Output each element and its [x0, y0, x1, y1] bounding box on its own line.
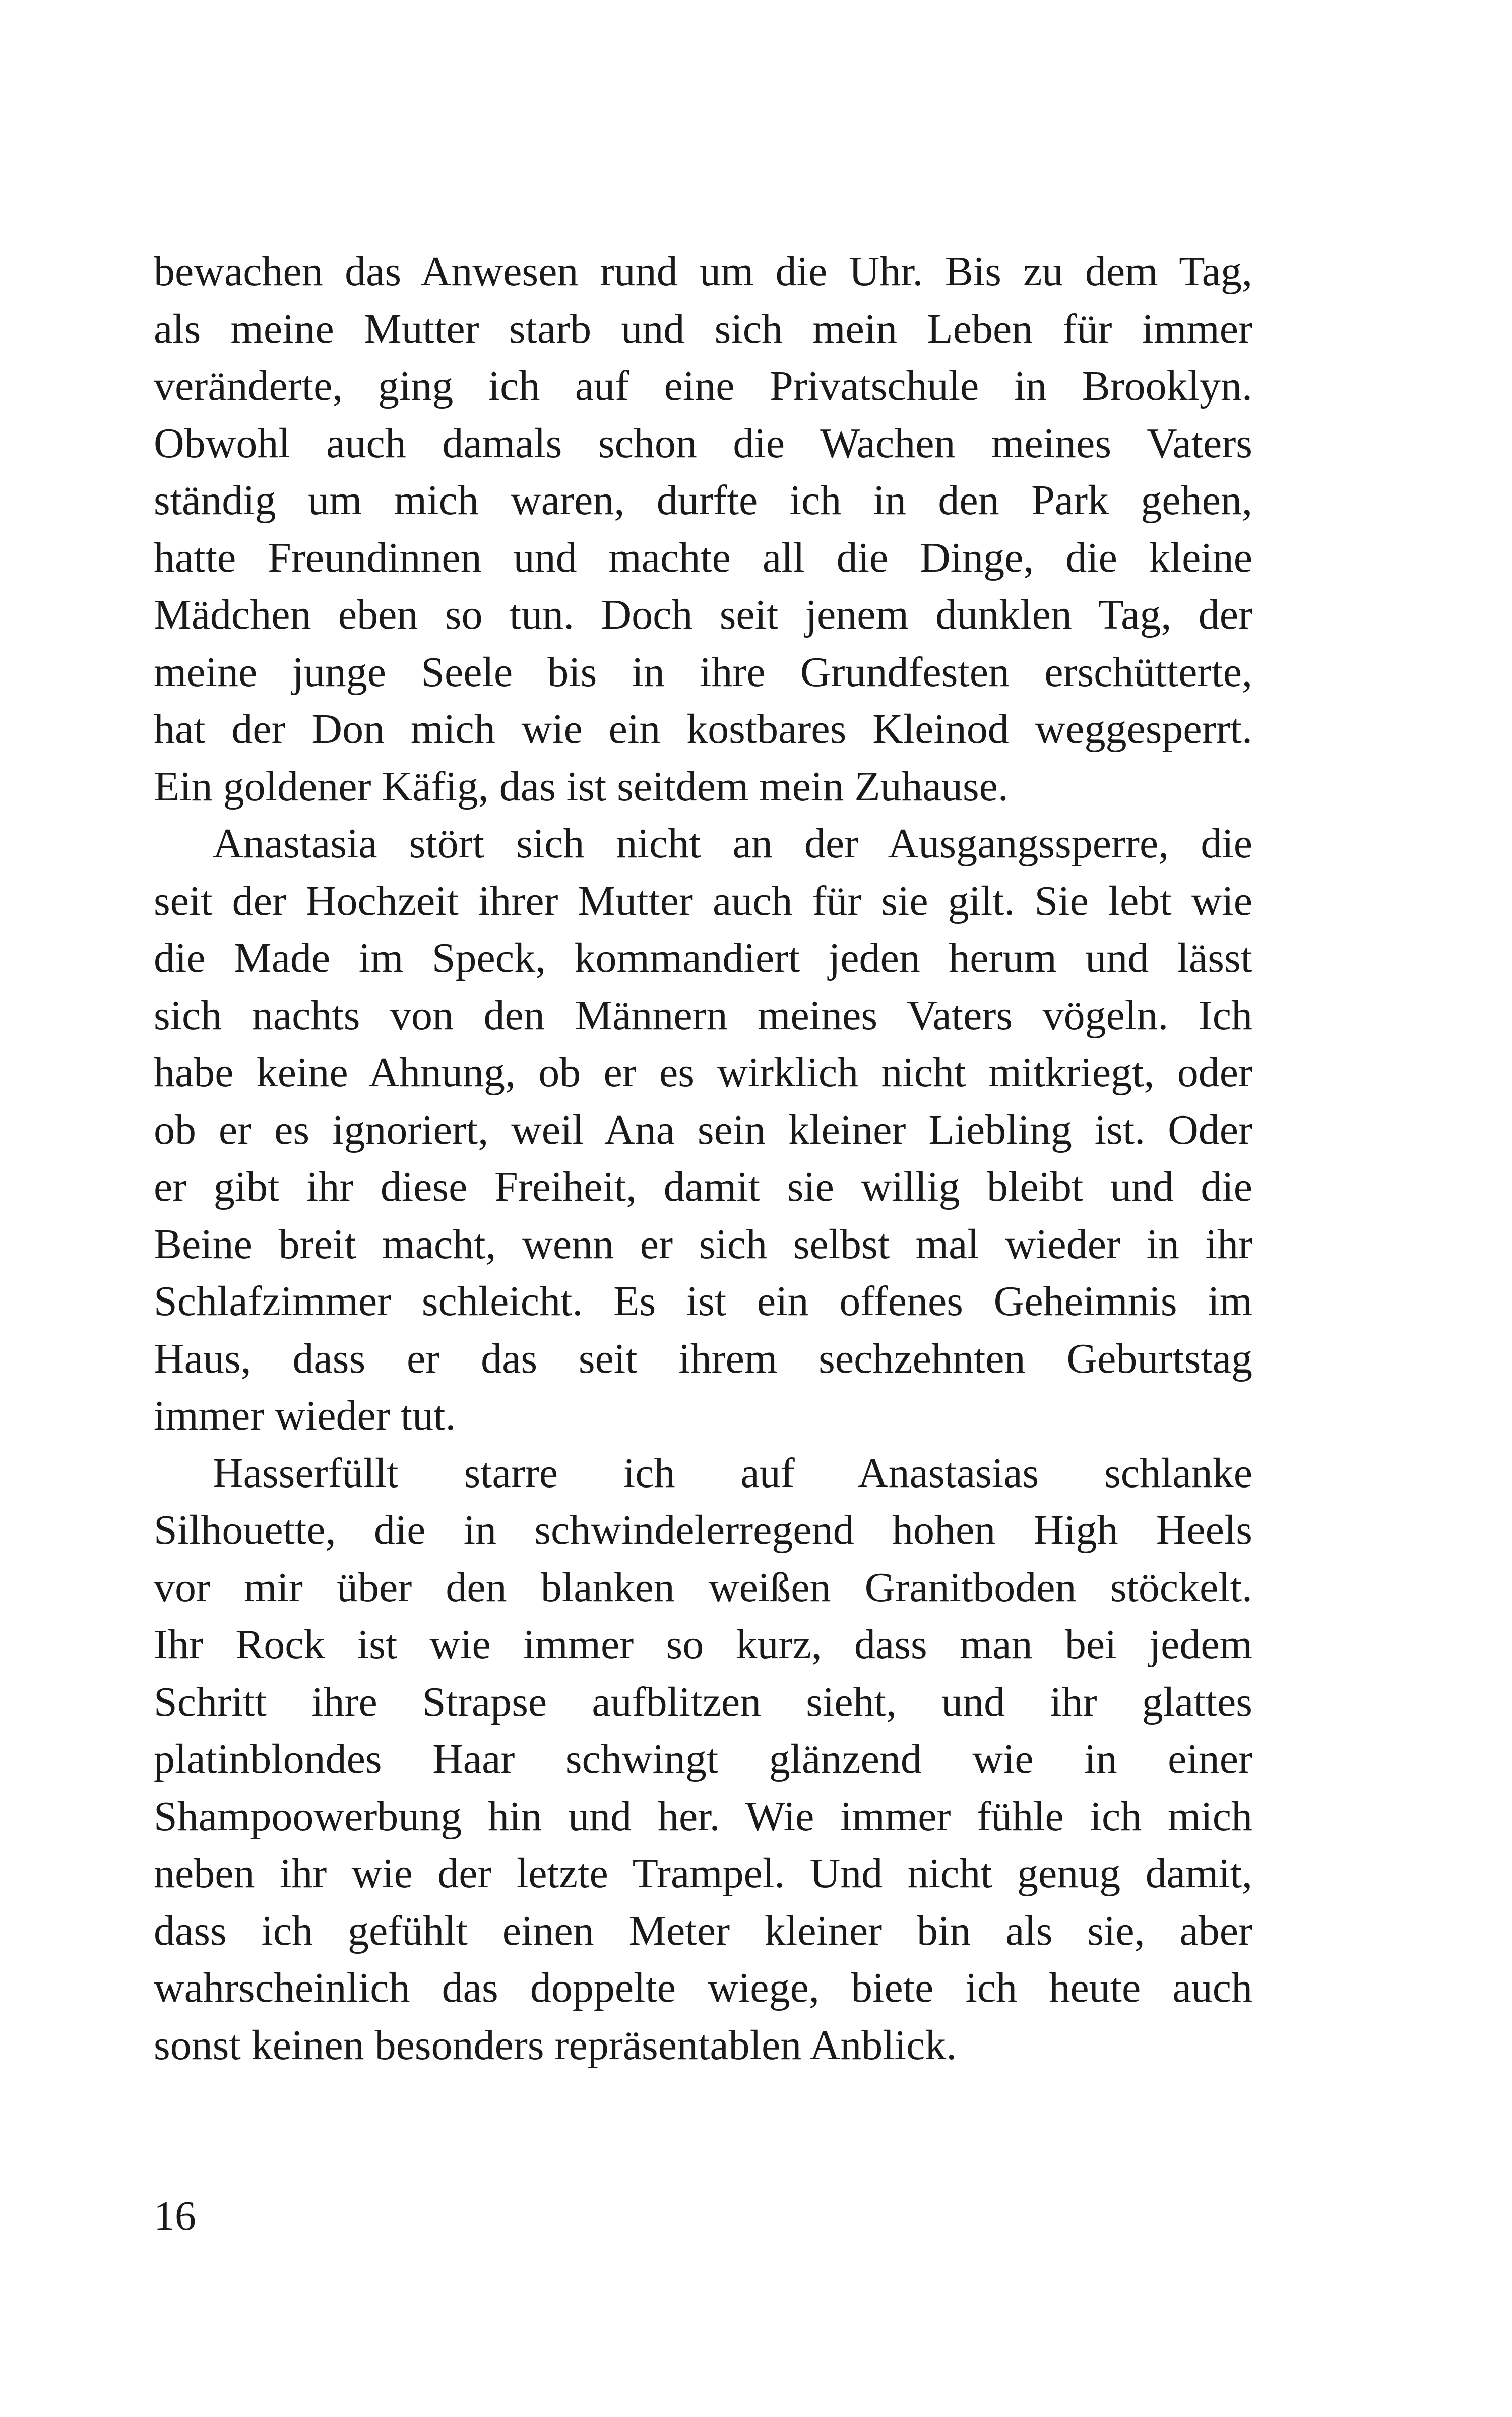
text-line: Obwohl auch damals schon die Wachen meines Vaters	[154, 419, 1252, 467]
text-line: sich nachts von den Männern meines Vaters vögeln. Ich	[154, 991, 1252, 1039]
text-line: Silhouette, die in schwindelerregend hohen High Heels	[154, 1507, 1252, 1554]
text-line: hatte Freundinnen und machte all die Dinge, die kleine	[154, 534, 1252, 581]
text-line: Ein goldener Käfig, das ist seitdem mein Zuhause.	[154, 763, 1009, 810]
text-line: sonst keinen besonders repräsentablen Anblick.	[154, 2021, 957, 2069]
text-line: meine junge Seele bis in ihre Grundfesten erschütterte,	[154, 648, 1252, 696]
text-line: Ihr Rock ist wie immer so kurz, dass man bei jedem	[154, 1621, 1252, 1668]
text-line: Haus, dass er das seit ihrem sechzehnten Geburtstag	[154, 1335, 1252, 1382]
text-line: wahrscheinlich das doppelte wiege, biete ich heute auch	[154, 1964, 1252, 2011]
text-line: seit der Hochzeit ihrer Mutter auch für sie gilt. Sie lebt wie	[154, 877, 1252, 924]
text-line: habe keine Ahnung, ob er es wirklich nicht mitkriegt, oder	[154, 1049, 1252, 1096]
text-line: bewachen das Anwesen rund um die Uhr. Bis zu dem Tag,	[154, 248, 1252, 295]
text-line: Schlafzimmer schleicht. Es ist ein offenes Geheimnis im	[154, 1278, 1252, 1325]
text-line: Mädchen eben so tun. Doch seit jenem dunklen Tag, der	[154, 591, 1252, 638]
text-line: Anastasia stört sich nicht an der Ausgangssperre, die	[213, 820, 1252, 867]
text-line: dass ich gefühlt einen Meter kleiner bin als sie, aber	[154, 1907, 1252, 1954]
text-line: neben ihr wie der letzte Trampel. Und nicht genug damit,	[154, 1850, 1252, 1897]
text-line: Shampoowerbung hin und her. Wie immer fühle ich mich	[154, 1792, 1252, 1840]
text-line: Beine breit macht, wenn er sich selbst mal wieder in ihr	[154, 1220, 1252, 1268]
text-line: als meine Mutter starb und sich mein Leben für immer	[154, 305, 1252, 352]
text-line: immer wieder tut.	[154, 1392, 456, 1439]
text-line: hat der Don mich wie ein kostbares Kleinod weggesperrt.	[154, 706, 1252, 753]
text-line: Schritt ihre Strapse aufblitzen sieht, und ihr glattes	[154, 1678, 1252, 1725]
text-line: ständig um mich waren, durfte ich in den Park gehen,	[154, 477, 1252, 524]
text-line: Hasserfüllt starre ich auf Anastasias schlanke	[213, 1449, 1252, 1497]
body-text	[154, 243, 1252, 2074]
text-line: vor mir über den blanken weißen Granitboden stöckelt.	[154, 1564, 1252, 1611]
text-line: platinblondes Haar schwingt glänzend wie in einer	[154, 1736, 1252, 1782]
text-line: die Made im Speck, kommandiert jeden herum und lässt	[154, 935, 1252, 981]
text-line: er gibt ihr diese Freiheit, damit sie willig bleibt und die	[154, 1163, 1252, 1210]
text-line: ob er es ignoriert, weil Ana sein kleiner Liebling ist. Oder	[154, 1106, 1252, 1153]
text-line: veränderte, ging ich auf eine Privatschule in Brooklyn.	[154, 362, 1252, 409]
page-number: 16	[154, 2193, 196, 2240]
